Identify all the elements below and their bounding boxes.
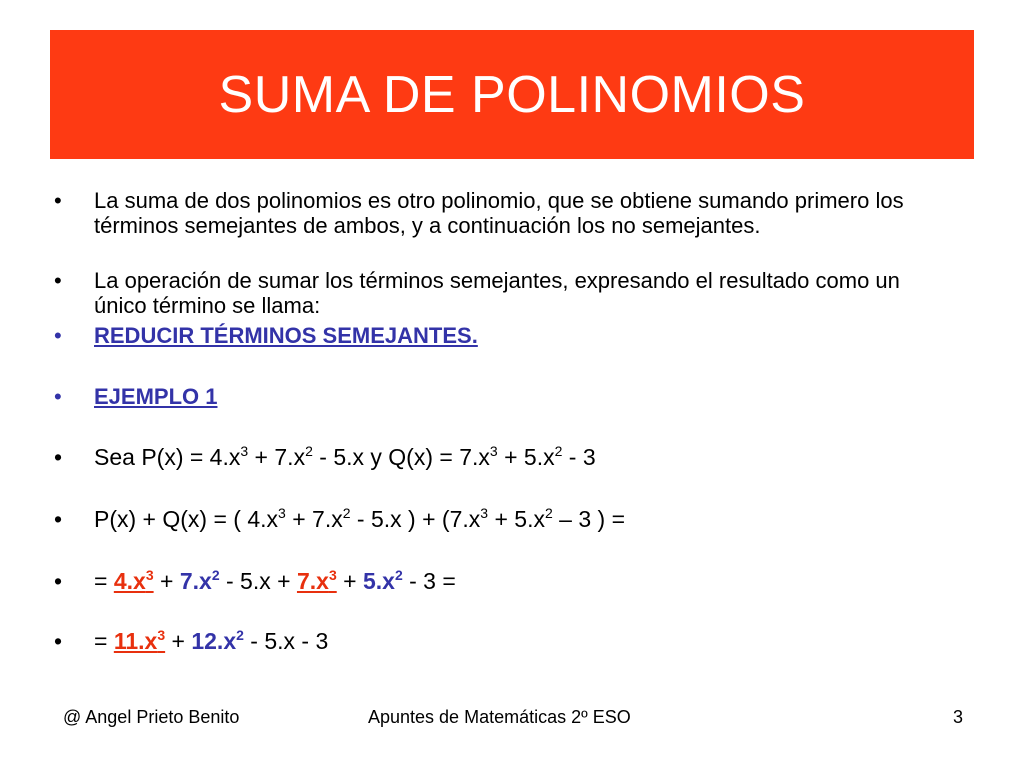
operation-text: La operación de sumar los términos semejantes, expresando el resultado como un único término se llama: <box>94 268 900 318</box>
reduce-heading: REDUCIR TÉRMINOS SEMEJANTES. <box>94 323 478 348</box>
slide-title: SUMA DE POLINOMIOS <box>218 65 806 124</box>
sum-expression: P(x) + Q(x) = ( $4.x^3 + 7.x^2 - 5.x$ ) + ($7.x^3 + 5.x^2 - 3$ ) = <box>94 505 625 532</box>
highlight-red-term: $11.x^3$ <box>113 627 166 654</box>
result-expression: = $11.x^3 + 12.x^2 - 5.x - 3$ <box>94 627 329 654</box>
bullet-dot: • <box>54 268 62 293</box>
highlight-red-term: $4.x^3$ <box>113 567 154 594</box>
grouped-terms: = $4.x^3 + 7.x^2 - 5.x + 7.x^3 + 5.x^2 - 3$ = <box>94 567 456 594</box>
bullet-dot: • <box>54 444 63 470</box>
footer-author: @ Angel Prieto Benito <box>63 707 240 727</box>
pq-definition: Sea $P(x) = 4.x^3 + 7.x^2 - 5.x$ y $Q(x) = 7.x^3 + 5.x^2 - 3$ <box>94 443 596 470</box>
highlight-blue-term: $7.x^2$ <box>179 567 220 594</box>
example-heading: EJEMPLO 1 <box>94 384 218 409</box>
bullet-dot: • <box>54 323 62 348</box>
highlight-red-term: $7.x^3$ <box>296 567 337 594</box>
bullet-dot: • <box>54 568 63 594</box>
title-bar <box>50 30 974 159</box>
bullet-dot: • <box>54 188 62 213</box>
bullet-dot: • <box>54 628 63 654</box>
definition-text: La suma de dos polinomios es otro polinomio, que se obtiene sumando primero los términos semejantes de ambos, y a continuación los no semejantes. <box>94 188 904 238</box>
highlight-blue-term: $12.x^2$ <box>191 627 244 654</box>
bullet-dot: • <box>54 384 62 409</box>
highlight-blue-term: $5.x^2$ <box>362 567 403 594</box>
footer-page-number: 3 <box>953 707 964 727</box>
bullet-dot: • <box>54 506 63 532</box>
footer-course: Apuntes de Matemáticas 2º ESO <box>368 707 631 727</box>
